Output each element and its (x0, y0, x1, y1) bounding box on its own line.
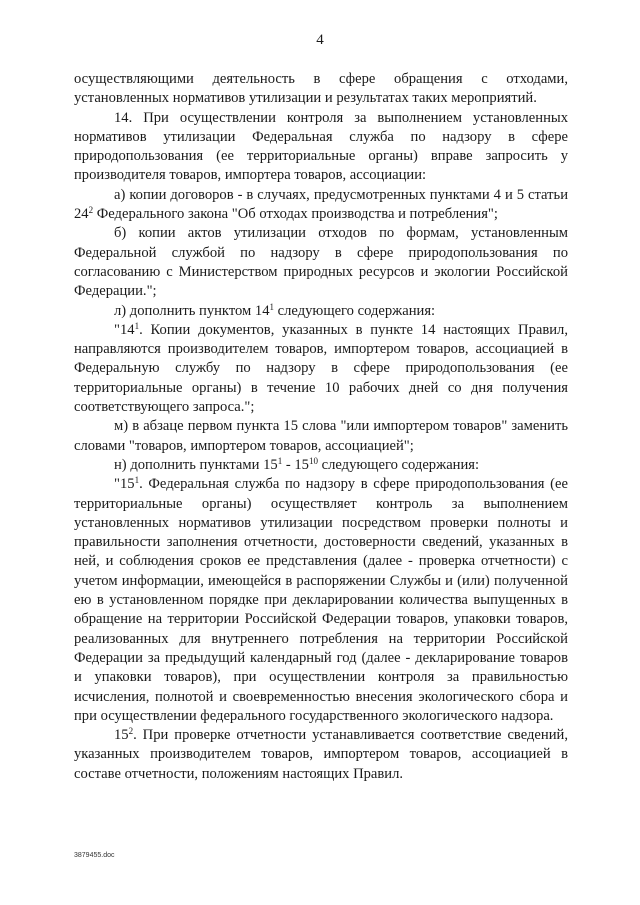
paragraph-text: "15 (114, 476, 135, 493)
paragraph (74, 302, 568, 321)
paragraph-text: "14 (114, 321, 135, 338)
paragraph-text: м) в абзаце первом пункта 15 слова "или импортером товаров" заменить словами "товаров, импортером товаров, ассоциацией"; (74, 418, 568, 454)
paragraph (74, 456, 568, 475)
paragraph-text: 14. При осуществлении контроля за выполнением установленных нормативов утилизации Федеральная служба по надзору в сфере природопользования (ее территориальные органы) вправе запросить у производителя товаров, импортера товаров, ассоциации: (74, 109, 568, 184)
paragraph (74, 321, 568, 417)
paragraph-text: б) копии актов утилизации отходов по формам, установленным Федеральной службой по надзору в сфере природопользования по согласованию с Министерством природных ресурсов и экологии Российской Федерации."; (74, 225, 568, 300)
superscript: 1 (277, 455, 283, 466)
paragraph (74, 417, 568, 456)
paragraph (74, 726, 568, 784)
superscript: 1 (269, 301, 275, 312)
footer-doc-code: 3879455.doc (74, 852, 115, 859)
paragraph-text: Федерального закона "Об отходах производства и потребления"; (93, 206, 498, 223)
paragraph-text: а) копии договоров - в случаях, предусмотренных пунктами 4 и 5 статьи 24 (74, 186, 568, 223)
paragraph (74, 224, 568, 301)
paragraph-text: следующего содержания: (317, 456, 480, 473)
superscript: 2 (88, 205, 94, 216)
paragraph (74, 475, 568, 726)
paragraph-text: . Копии документов, указанных в пункте 14 настоящих Правил, направляются производителем товаров, импортером товаров, ассоциацией в Федеральную службу по надзору в сфере природопользования (ее территориальные органы) в течение 10 рабочих дней со дня получения соответствующего запроса."; (74, 321, 568, 416)
superscript: 1 (134, 475, 140, 486)
paragraph-text: л) дополнить пунктом 14 (114, 302, 270, 319)
paragraph (74, 186, 568, 225)
paragraph (74, 70, 568, 109)
page-number: 4 (316, 32, 324, 48)
paragraph-text: - 15 (282, 456, 309, 473)
paragraph-text: следующего содержания: (274, 302, 436, 319)
document-body (74, 70, 568, 784)
superscript: 2 (128, 726, 134, 737)
paragraph-text: . При проверке отчетности устанавливается соответствие сведений, указанных производителем товаров, импортером товаров, ассоциацией в составе отчетности, положениям настоящих Правил. (74, 727, 568, 782)
paragraph (74, 109, 568, 186)
superscript: 1 (134, 320, 140, 331)
superscript: 10 (308, 455, 318, 466)
paragraph-text: 15 (114, 727, 129, 744)
paragraph-text: осуществляющими деятельность в сфере обращения с отходами, установленных нормативов утилизации и результатах таких мероприятий. (74, 71, 568, 107)
paragraph-text: н) дополнить пунктами 15 (114, 456, 278, 473)
paragraph-text: . Федеральная служба по надзору в сфере природопользования (ее территориальные органы) осуществляет контроль за выполнением установленных нормативов утилизации посредством проверки полноты и правильности заполнения отчетности, достоверности сведений, указанных в ней, и соблюдения сроков ее представления (далее - проверка отчетности) с учетом информации, имеющейся в распоряжении Службы и (или) полученной ею в установленном порядке при декларировании количества выпущенных в обращение на территории Российской Федерации товаров, упаковки товаров, реализованных для внутреннего потребления на территории Российской Федерации за предыдущий календарный год (далее - декларирование товаров и упаковки товаров), при осуществлении контроля за правильностью исчисления, полнотой и своевременностью внесения экологического сбора и при осуществлении федерального государственного экологического надзора. (74, 476, 568, 724)
